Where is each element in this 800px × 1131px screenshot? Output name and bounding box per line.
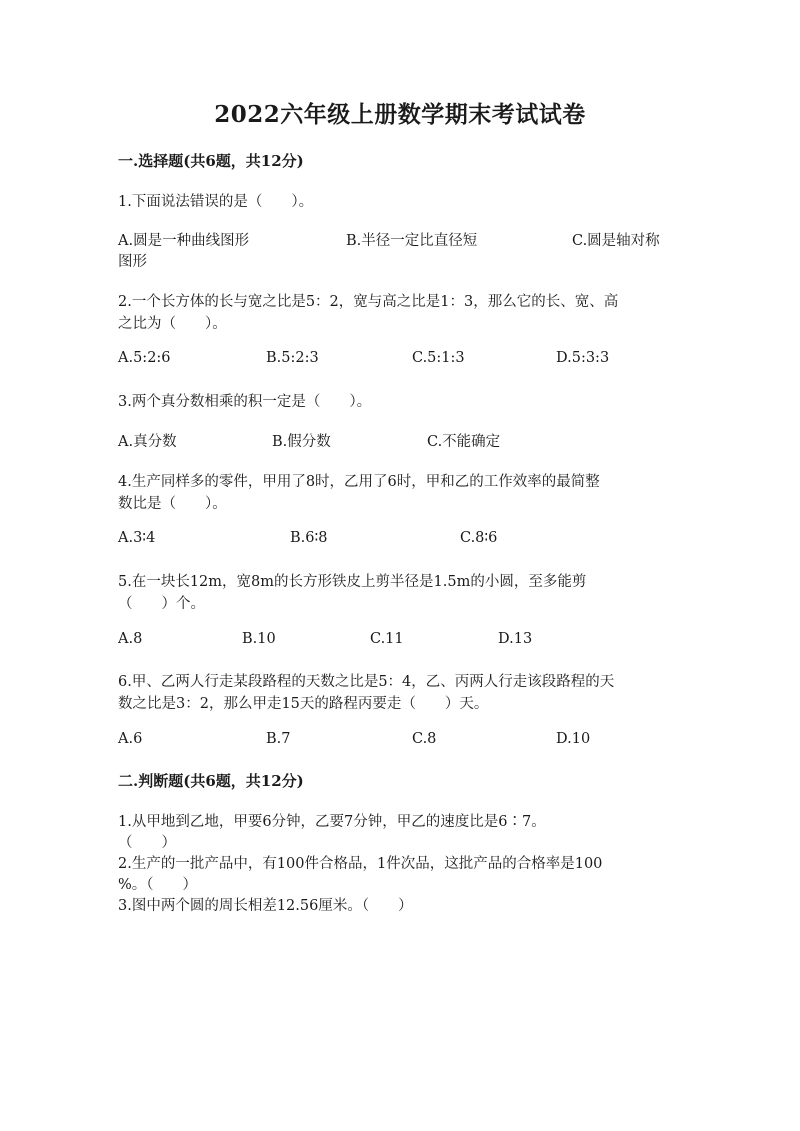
question-2-option-c: C.5:1:3 bbox=[412, 350, 465, 366]
question-6-option-a: A.6 bbox=[118, 731, 143, 747]
question-4-option-b: B.6∶8 bbox=[290, 530, 328, 546]
question-3-option-b: B.假分数 bbox=[272, 434, 331, 450]
question-4-option-a: A.3∶4 bbox=[118, 530, 156, 546]
section-heading-judgement: 二.判断题(共6题，共12分) bbox=[118, 772, 304, 790]
question-1-option-a: A.圆是一种曲线图形 bbox=[118, 233, 250, 249]
judgement-1-text: 1.从甲地到乙地，甲要6分钟，乙要7分钟，甲乙的速度比是6∶7。 bbox=[118, 814, 546, 830]
question-5-option-c: C.11 bbox=[370, 631, 404, 647]
judgement-2-text: 2.生产的一批产品中，有100件合格品，1件次品，这批产品的合格率是100 bbox=[118, 856, 603, 872]
question-4-text-line2: 数比是（ ）。 bbox=[118, 496, 227, 512]
judgement-2-blank: %。（ ） bbox=[118, 877, 198, 893]
judgement-1-blank: （ ） bbox=[118, 835, 176, 851]
question-1-text: 1.下面说法错误的是（ ）。 bbox=[118, 194, 314, 210]
question-6-option-c: C.8 bbox=[412, 731, 437, 747]
page-title: 2022六年级上册数学期末考试试卷 bbox=[214, 101, 586, 128]
question-2-option-a: A.5:2:6 bbox=[118, 350, 171, 366]
question-2-text-line2: 之比为（ ）。 bbox=[118, 316, 227, 332]
question-5-text-line1: 5.在一块长12m，宽8m的长方形铁皮上剪半径是1.5m的小圆，至多能剪 bbox=[118, 574, 587, 590]
question-2-text-line1: 2.一个长方体的长与宽之比是5：2，宽与高之比是1：3，那么它的长、宽、高 bbox=[118, 294, 619, 310]
question-6-option-d: D.10 bbox=[556, 731, 591, 747]
question-5-text-line2: （ ）个。 bbox=[118, 596, 205, 612]
question-1-option-c: C.圆是轴对称 bbox=[572, 233, 660, 249]
question-1-option-c-cont: 图形 bbox=[118, 254, 147, 270]
question-4-option-c: C.8∶6 bbox=[460, 530, 498, 546]
question-5-option-d: D.13 bbox=[498, 631, 533, 647]
question-3-option-c: C.不能确定 bbox=[427, 434, 501, 450]
question-1-option-b: B.半径一定比直径短 bbox=[346, 233, 478, 249]
question-5-option-a: A.8 bbox=[118, 631, 143, 647]
question-2-option-b: B.5:2:3 bbox=[266, 350, 319, 366]
question-3-text: 3.两个真分数相乘的积一定是（ ）。 bbox=[118, 394, 372, 410]
section-heading-choice: 一.选择题(共6题，共12分) bbox=[118, 152, 304, 170]
question-3-option-a: A.真分数 bbox=[118, 434, 177, 450]
judgement-3-text: 3.图中两个圆的周长相差12.56厘米。（ ） bbox=[118, 898, 413, 914]
question-2-option-d: D.5:3:3 bbox=[556, 350, 610, 366]
question-6-text-line1: 6.甲、乙两人行走某段路程的天数之比是5：4，乙、丙两人行走该段路程的天 bbox=[118, 674, 615, 690]
question-4-text-line1: 4.生产同样多的零件，甲用了8时，乙用了6时，甲和乙的工作效率的最简整 bbox=[118, 474, 600, 490]
question-6-option-b: B.7 bbox=[266, 731, 291, 747]
question-5-option-b: B.10 bbox=[242, 631, 276, 647]
question-6-text-line2: 数之比是3：2，那么甲走15天的路程丙要走（ ）天。 bbox=[118, 696, 489, 712]
